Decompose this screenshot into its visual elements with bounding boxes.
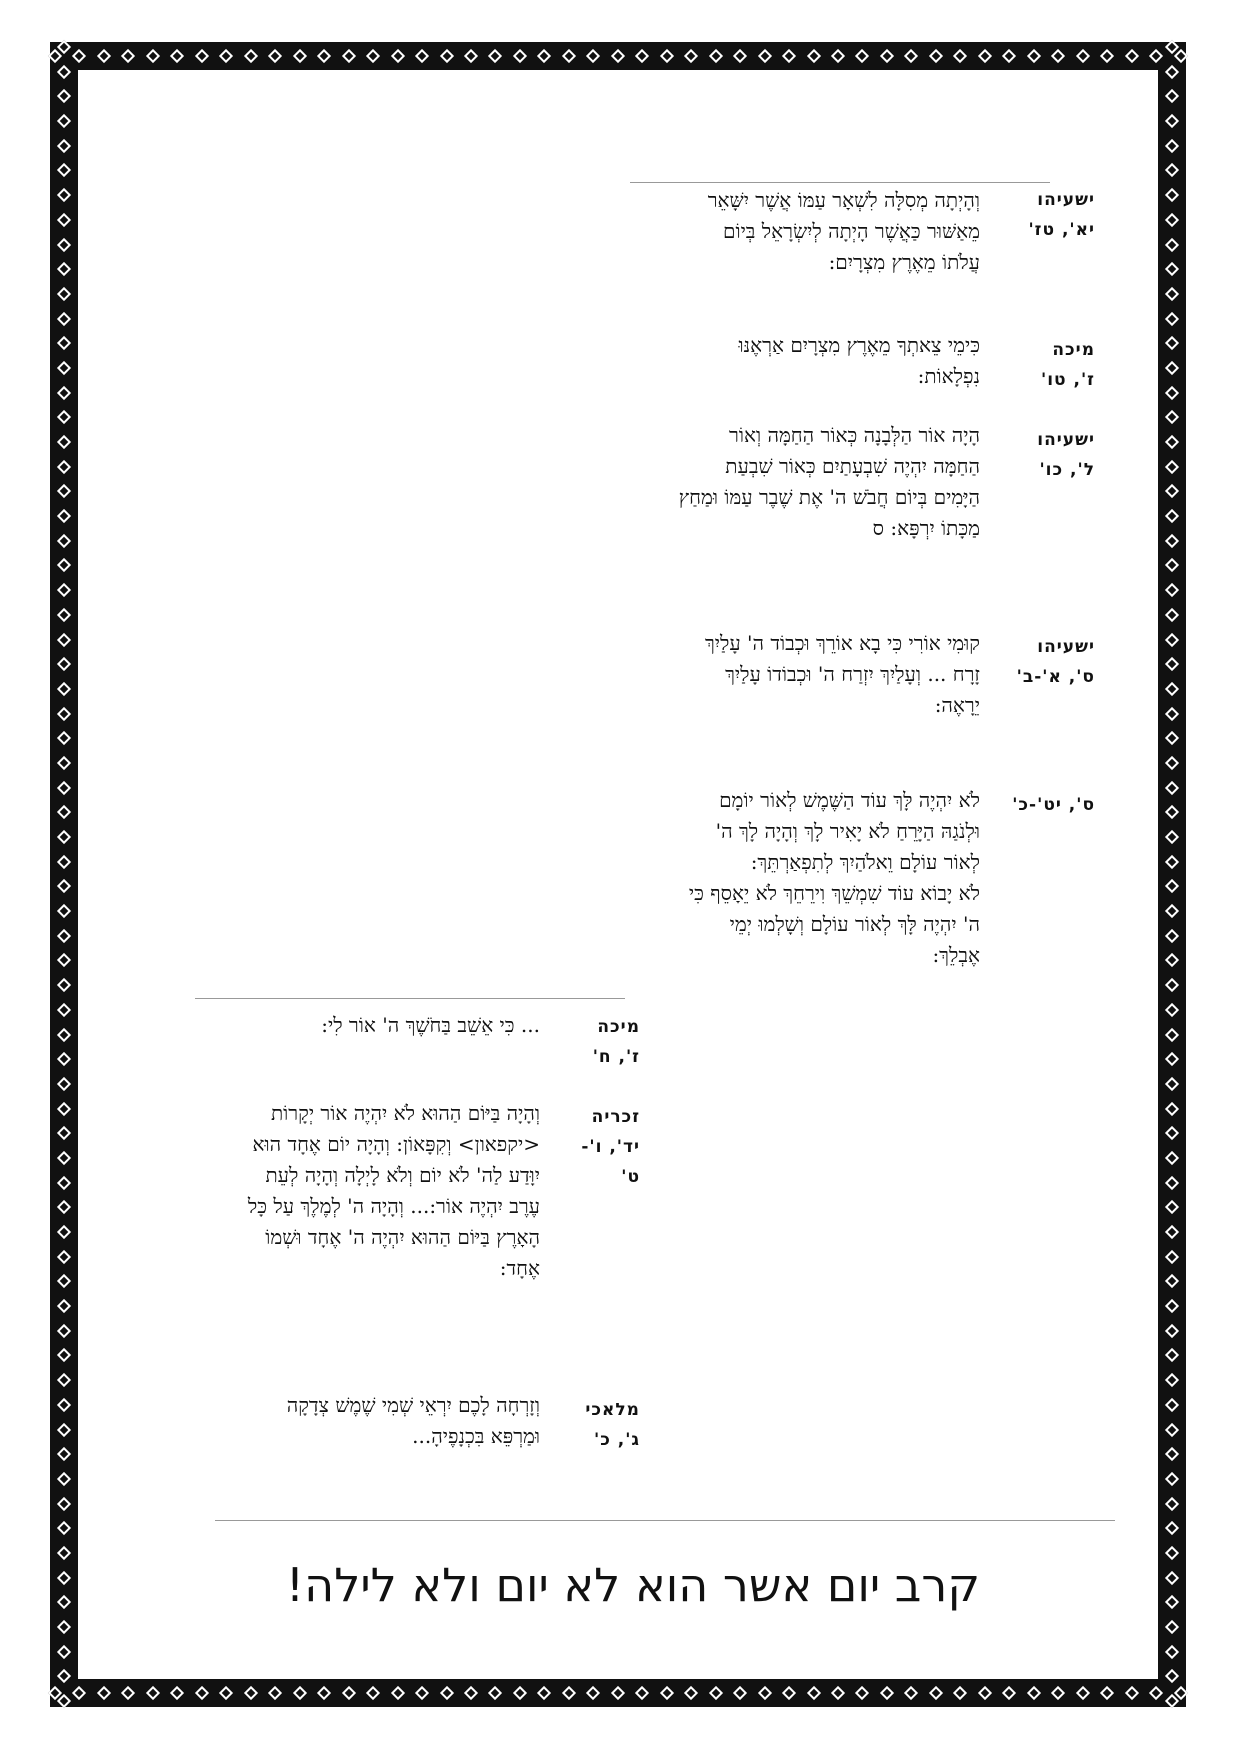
border-diamond: [1165, 262, 1179, 276]
border-diamond: [57, 213, 71, 227]
verse-line: מַכָּתוֹ יִרְפָּא: ס: [872, 516, 980, 540]
border-diamond: [1165, 1003, 1179, 1017]
border-diamond: [1165, 953, 1179, 967]
verse-line: לְאוֹר עוֹלָם וֵאלֹהַיִךְ לְתִפְאַרְתֵּךְ:: [750, 850, 980, 874]
ref-book: ישעיהו: [1037, 190, 1095, 210]
border-diamond: [1165, 1250, 1179, 1264]
border-diamond: [57, 756, 71, 770]
ref-chapter-verse: ס', יט'-כ': [1012, 795, 1095, 815]
border-diamond: [1051, 1686, 1065, 1700]
border-diamond: [57, 1645, 71, 1659]
border-diamond: [57, 311, 71, 325]
border-diamond: [146, 49, 160, 63]
border-diamond: [684, 1686, 698, 1700]
border-diamond: [57, 1299, 71, 1313]
verse-line: לֹא יָבוֹא עוֹד שִׁמְשֵׁךְ וִירֵחֵךְ לֹא יֵאָסֵף כִּי: [688, 881, 980, 905]
border-diamond: [121, 1686, 135, 1700]
border-diamond: [1165, 706, 1179, 720]
ref-book: מיכה: [1052, 340, 1095, 360]
passage-text: [560, 330, 980, 392]
footer-title: קרב יום אשר הוא לא יום ולא לילה!: [285, 1558, 980, 1612]
border-diamond: [317, 49, 331, 63]
border-diamond: [880, 49, 894, 63]
border-diamond: [1002, 49, 1016, 63]
border-diamond: [1165, 139, 1179, 153]
verse-line: ... כִּי אֵשֵׁב בַּחֹשֶׁךְ ה' אוֹר לִי:: [321, 1013, 540, 1037]
border-diamond: [464, 49, 478, 63]
border-diamond: [1165, 1546, 1179, 1560]
border-diamond: [855, 1686, 869, 1700]
border-diamond: [195, 1686, 209, 1700]
border-diamond: [57, 1620, 71, 1634]
border-diamond: [57, 386, 71, 400]
ref-chapter-verse: יד', ו'-: [581, 1137, 640, 1157]
border-diamond: [1165, 1595, 1179, 1609]
border-diamond: [1002, 1686, 1016, 1700]
border-diamond: [57, 781, 71, 795]
border-diamond: [57, 1250, 71, 1264]
border-right-diamonds: [1158, 42, 1186, 1707]
border-diamond: [57, 1126, 71, 1140]
border-diamond: [1165, 879, 1179, 893]
border-diamond: [57, 410, 71, 424]
ref-chapter-verse: יא', טז': [1028, 220, 1095, 240]
border-diamond: [709, 49, 723, 63]
border-diamond: [57, 1373, 71, 1387]
border-diamond: [57, 534, 71, 548]
border-diamond: [57, 1200, 71, 1214]
verse-line: <יקפאון> וְקִפָּאוֹן: וְהָיָה יוֹם אֶחָד הוּא: [252, 1132, 540, 1156]
border-diamond: [57, 40, 71, 54]
border-diamond: [1165, 1669, 1179, 1683]
passage-text: [150, 1390, 540, 1452]
border-diamond: [439, 49, 453, 63]
border-diamond: [57, 1422, 71, 1436]
border-diamond: [57, 855, 71, 869]
border-diamond: [1165, 1225, 1179, 1239]
border-diamond: [57, 904, 71, 918]
border-diamond: [782, 49, 796, 63]
verse-line: ה' יִהְיֶה לָּךְ לְאוֹר עוֹלָם וְשָׁלְמוּ יְמֵי: [729, 912, 980, 936]
border-diamond: [1165, 1101, 1179, 1115]
verse-line: וּמַרְפֵּא בִּכְנָפֶיהָ...: [412, 1424, 540, 1448]
border-diamond: [57, 731, 71, 745]
border-diamond: [57, 435, 71, 449]
border-diamond: [562, 49, 576, 63]
border-diamond: [57, 1027, 71, 1041]
border-diamond: [219, 49, 233, 63]
border-diamond: [57, 1003, 71, 1017]
verse-line: הַחַמָּה יִהְיֶה שִׁבְעָתַיִם כְּאוֹר שִׁבְעַת: [725, 454, 980, 478]
ref-book: מלאכי: [585, 1400, 640, 1420]
border-diamond: [57, 682, 71, 696]
border-diamond: [57, 1472, 71, 1486]
border-diamond: [1165, 731, 1179, 745]
border-diamond: [1165, 583, 1179, 597]
border-left-diamonds: [50, 42, 78, 1707]
border-bottom-diamonds: [50, 1679, 1186, 1707]
border-diamond: [57, 1694, 71, 1708]
border-diamond: [1165, 89, 1179, 103]
border-diamond: [1165, 1200, 1179, 1214]
border-diamond: [57, 139, 71, 153]
verse-line: יֵרָאֶה:: [934, 693, 980, 717]
border-diamond: [170, 1686, 184, 1700]
border-diamond: [1165, 1422, 1179, 1436]
border-diamond: [1165, 1571, 1179, 1585]
border-diamond: [1165, 386, 1179, 400]
border-diamond: [1165, 632, 1179, 646]
border-diamond: [1051, 49, 1065, 63]
border-diamond: [513, 1686, 527, 1700]
border-diamond: [978, 49, 992, 63]
border-diamond: [611, 49, 625, 63]
verse-line: עֲלֹתוֹ מֵאֶרֶץ מִצְרָיִם:: [828, 250, 980, 274]
ref-chapter-verse: ז', ח': [592, 1047, 640, 1067]
border-diamond: [488, 49, 502, 63]
border-diamond: [57, 1101, 71, 1115]
border-diamond: [1165, 781, 1179, 795]
border-diamond: [1100, 1686, 1114, 1700]
verse-line: וְהָיָה בַּיּוֹם הַהוּא לֹא יִהְיֶה אוֹר יְקָרוֹת: [270, 1101, 540, 1125]
border-diamond: [1165, 237, 1179, 251]
bottom-rule: [215, 1520, 1115, 1521]
border-diamond: [1165, 1645, 1179, 1659]
border-diamond: [1165, 1176, 1179, 1190]
border-diamond: [1100, 49, 1114, 63]
border-diamond: [1165, 460, 1179, 474]
border-diamond: [57, 188, 71, 202]
border-diamond: [121, 49, 135, 63]
border-diamond: [268, 49, 282, 63]
border-diamond: [1165, 336, 1179, 350]
passage-reference: [555, 1395, 640, 1455]
verse-line: מֵאַשּׁוּר כַּאֲשֶׁר הָיְתָה לְיִשְׂרָאֵל בְּיוֹם: [722, 219, 980, 243]
border-diamond: [57, 114, 71, 128]
border-diamond: [342, 49, 356, 63]
border-diamond: [390, 49, 404, 63]
border-diamond: [57, 879, 71, 893]
border-diamond: [57, 361, 71, 375]
border-diamond: [1165, 534, 1179, 548]
border-diamond: [57, 1348, 71, 1362]
border-diamond: [57, 706, 71, 720]
border-diamond: [57, 1077, 71, 1091]
border-diamond: [1165, 978, 1179, 992]
border-diamond: [1076, 1686, 1090, 1700]
ref-chapter-verse-cont: ט': [621, 1167, 640, 1187]
border-diamond: [1165, 608, 1179, 622]
border-diamond: [1165, 361, 1179, 375]
border-diamond: [366, 1686, 380, 1700]
border-diamond: [1165, 509, 1179, 523]
border-diamond: [57, 657, 71, 671]
passage-reference: [1000, 185, 1095, 245]
border-diamond: [831, 1686, 845, 1700]
verse-line: וּלְנֹגַהּ הַיָּרֵחַ לֹא יָאִיר לָךְ וְהָיָה לָךְ ה': [715, 819, 980, 843]
border-diamond: [1165, 1472, 1179, 1486]
ref-chapter-verse: ל', כו': [1039, 460, 1095, 480]
border-diamond: [1165, 213, 1179, 227]
border-diamond: [57, 1274, 71, 1288]
border-diamond: [57, 953, 71, 967]
border-diamond: [1165, 1398, 1179, 1412]
ref-chapter-verse: ס', א'-ב': [1016, 667, 1095, 687]
border-diamond: [1165, 40, 1179, 54]
border-diamond: [57, 1595, 71, 1609]
ref-chapter-verse: ג', כ': [593, 1430, 640, 1450]
border-diamond: [953, 49, 967, 63]
verse-line: וְזָרְחָה לָכֶם יִרְאֵי שְׁמִי שֶׁמֶשׁ צְדָקָה: [286, 1393, 540, 1417]
verse-line: לֹא יִהְיֶה לָּךְ עוֹד הַשֶּׁמֶשׁ לְאוֹר יוֹמָם: [719, 788, 980, 812]
border-diamond: [57, 805, 71, 819]
border-diamond: [57, 460, 71, 474]
border-diamond: [57, 583, 71, 597]
border-diamond: [1165, 163, 1179, 177]
border-diamond: [1165, 855, 1179, 869]
middle-rule: [195, 998, 625, 999]
border-diamond: [1165, 435, 1179, 449]
border-diamond: [57, 1151, 71, 1165]
border-diamond: [806, 49, 820, 63]
border-diamond: [1165, 1126, 1179, 1140]
border-diamond: [1165, 65, 1179, 79]
border-diamond: [97, 49, 111, 63]
verse-line: הַיָּמִים בְּיוֹם חֲבֹשׁ ה' אֶת שֶׁבֶר עַמּוֹ וּמַחַץ: [678, 485, 980, 509]
border-diamond: [1165, 657, 1179, 671]
border-diamond: [1165, 1274, 1179, 1288]
border-diamond: [586, 49, 600, 63]
border-diamond: [57, 929, 71, 943]
verse-line: הָיָה אוֹר הַלְּבָנָה כְּאוֹר הַחַמָּה וְאוֹר: [729, 423, 980, 447]
border-diamond: [1165, 410, 1179, 424]
border-diamond: [195, 49, 209, 63]
border-diamond: [57, 1176, 71, 1190]
border-diamond: [57, 632, 71, 646]
border-diamond: [342, 1686, 356, 1700]
border-diamond: [635, 49, 649, 63]
verse-line: אֶחָד:: [499, 1256, 540, 1280]
ref-book: ישעיהו: [1037, 637, 1095, 657]
verse-line: כִּימֵי צֵאתְךָ מֵאֶרֶץ מִצְרָיִם אַרְאֶנּוּ: [738, 333, 980, 357]
border-diamond: [1125, 1686, 1139, 1700]
border-diamond: [57, 1052, 71, 1066]
passage-reference: [555, 1102, 640, 1192]
border-diamond: [1165, 1521, 1179, 1535]
border-diamond: [537, 49, 551, 63]
border-diamond: [57, 1447, 71, 1461]
border-diamond: [831, 49, 845, 63]
border-diamond: [57, 237, 71, 251]
border-diamond: [904, 1686, 918, 1700]
border-diamond: [929, 49, 943, 63]
border-diamond: [1165, 1299, 1179, 1313]
verse-line: קוּמִי אוֹרִי כִּי בָא אוֹרֵךְ וּכְבוֹד ה' עָלַיִךְ: [704, 631, 980, 655]
border-diamond: [57, 558, 71, 572]
border-diamond: [537, 1686, 551, 1700]
border-diamond: [97, 1686, 111, 1700]
border-diamond: [366, 49, 380, 63]
border-diamond: [1165, 484, 1179, 498]
border-diamond: [1165, 929, 1179, 943]
border-diamond: [57, 1398, 71, 1412]
border-diamond: [57, 1521, 71, 1535]
border-diamond: [855, 49, 869, 63]
border-diamond: [1165, 287, 1179, 301]
ref-chapter-verse: ז', טו': [1041, 370, 1095, 390]
border-diamond: [586, 1686, 600, 1700]
border-diamond: [1165, 188, 1179, 202]
border-diamond: [57, 65, 71, 79]
border-diamond: [758, 1686, 772, 1700]
border-diamond: [1165, 1694, 1179, 1708]
border-diamond: [57, 262, 71, 276]
passage-reference: [555, 1012, 640, 1072]
passage-text: [540, 785, 980, 971]
border-diamond: [1165, 1348, 1179, 1362]
border-diamond: [1165, 1027, 1179, 1041]
passage-reference: [1000, 425, 1095, 485]
border-diamond: [57, 336, 71, 350]
border-top-diamonds: [50, 42, 1186, 70]
border-diamond: [733, 49, 747, 63]
border-diamond: [244, 1686, 258, 1700]
verse-line: נִפְלָאוֹת:: [917, 364, 980, 388]
border-diamond: [57, 163, 71, 177]
border-diamond: [57, 1496, 71, 1510]
border-diamond: [660, 1686, 674, 1700]
border-diamond: [635, 1686, 649, 1700]
border-diamond: [57, 287, 71, 301]
border-diamond: [57, 608, 71, 622]
border-diamond: [953, 1686, 967, 1700]
border-diamond: [1165, 1373, 1179, 1387]
border-diamond: [293, 1686, 307, 1700]
border-diamond: [57, 1324, 71, 1338]
border-diamond: [1165, 311, 1179, 325]
passage-reference: [1000, 335, 1095, 395]
border-diamond: [1165, 756, 1179, 770]
border-diamond: [1165, 682, 1179, 696]
verse-line: זָרָח ... וְעָלַיִךְ יִזְרַח ה' וּכְבוֹדוֹ עָלַיִךְ: [725, 662, 980, 686]
border-diamond: [733, 1686, 747, 1700]
border-diamond: [660, 49, 674, 63]
ref-book: מיכה: [597, 1017, 640, 1037]
border-diamond: [244, 49, 258, 63]
border-diamond: [1125, 49, 1139, 63]
border-diamond: [782, 1686, 796, 1700]
ref-book: זכריה: [591, 1107, 640, 1127]
border-diamond: [562, 1686, 576, 1700]
passage-reference: [1000, 632, 1095, 692]
border-diamond: [415, 49, 429, 63]
border-diamond: [1165, 558, 1179, 572]
passage-text: [150, 1010, 540, 1041]
passage-text: [560, 628, 980, 721]
passage-text: [560, 420, 980, 544]
border-diamond: [57, 1225, 71, 1239]
border-diamond: [611, 1686, 625, 1700]
border-diamond: [57, 484, 71, 498]
border-diamond: [904, 49, 918, 63]
border-diamond: [1165, 904, 1179, 918]
border-diamond: [1165, 805, 1179, 819]
border-diamond: [57, 509, 71, 523]
border-diamond: [978, 1686, 992, 1700]
passage-text: [150, 1098, 540, 1284]
border-diamond: [268, 1686, 282, 1700]
border-diamond: [1165, 114, 1179, 128]
border-diamond: [1027, 49, 1041, 63]
border-diamond: [1165, 1151, 1179, 1165]
border-diamond: [1165, 1496, 1179, 1510]
border-diamond: [464, 1686, 478, 1700]
border-diamond: [1027, 1686, 1041, 1700]
border-diamond: [57, 1571, 71, 1585]
border-diamond: [170, 49, 184, 63]
verse-line: יִוָּדַע לַה' לֹא יוֹם וְלֹא לָיְלָה וְהָיָה לְעֵת: [265, 1163, 540, 1187]
passage-reference: [985, 790, 1095, 820]
top-rule: [630, 182, 1050, 183]
border-diamond: [293, 49, 307, 63]
border-diamond: [758, 49, 772, 63]
border-diamond: [57, 1669, 71, 1683]
border-diamond: [57, 89, 71, 103]
border-diamond: [1165, 830, 1179, 844]
verse-line: וְהָיְתָה מְסִלָּה לִשְׁאָר עַמּוֹ אֲשֶׁר יִשָּׁאֵר: [707, 188, 980, 212]
border-diamond: [219, 1686, 233, 1700]
ref-book: ישעיהו: [1037, 430, 1095, 450]
border-diamond: [146, 1686, 160, 1700]
verse-line: אֶבְלֵךְ:: [932, 943, 980, 967]
border-diamond: [317, 1686, 331, 1700]
border-diamond: [57, 978, 71, 992]
border-diamond: [709, 1686, 723, 1700]
border-diamond: [1076, 49, 1090, 63]
border-diamond: [1165, 1447, 1179, 1461]
border-diamond: [806, 1686, 820, 1700]
border-diamond: [1165, 1324, 1179, 1338]
border-diamond: [1165, 1620, 1179, 1634]
border-diamond: [390, 1686, 404, 1700]
verse-line: הָאָרֶץ בַּיּוֹם הַהוּא יִהְיֶה ה' אֶחָד וּשְׁמוֹ: [265, 1225, 540, 1249]
border-diamond: [684, 49, 698, 63]
border-diamond: [488, 1686, 502, 1700]
border-diamond: [415, 1686, 429, 1700]
border-diamond: [513, 49, 527, 63]
border-diamond: [1165, 1077, 1179, 1091]
border-diamond: [57, 830, 71, 844]
border-diamond: [880, 1686, 894, 1700]
verse-line: עֶרֶב יִהְיֶה אוֹר:... וְהָיָה ה' לְמֶלֶךְ עַל כָּל: [247, 1194, 540, 1218]
border-diamond: [929, 1686, 943, 1700]
border-diamond: [57, 1546, 71, 1560]
passage-text: [560, 185, 980, 278]
border-diamond: [439, 1686, 453, 1700]
border-diamond: [1165, 1052, 1179, 1066]
